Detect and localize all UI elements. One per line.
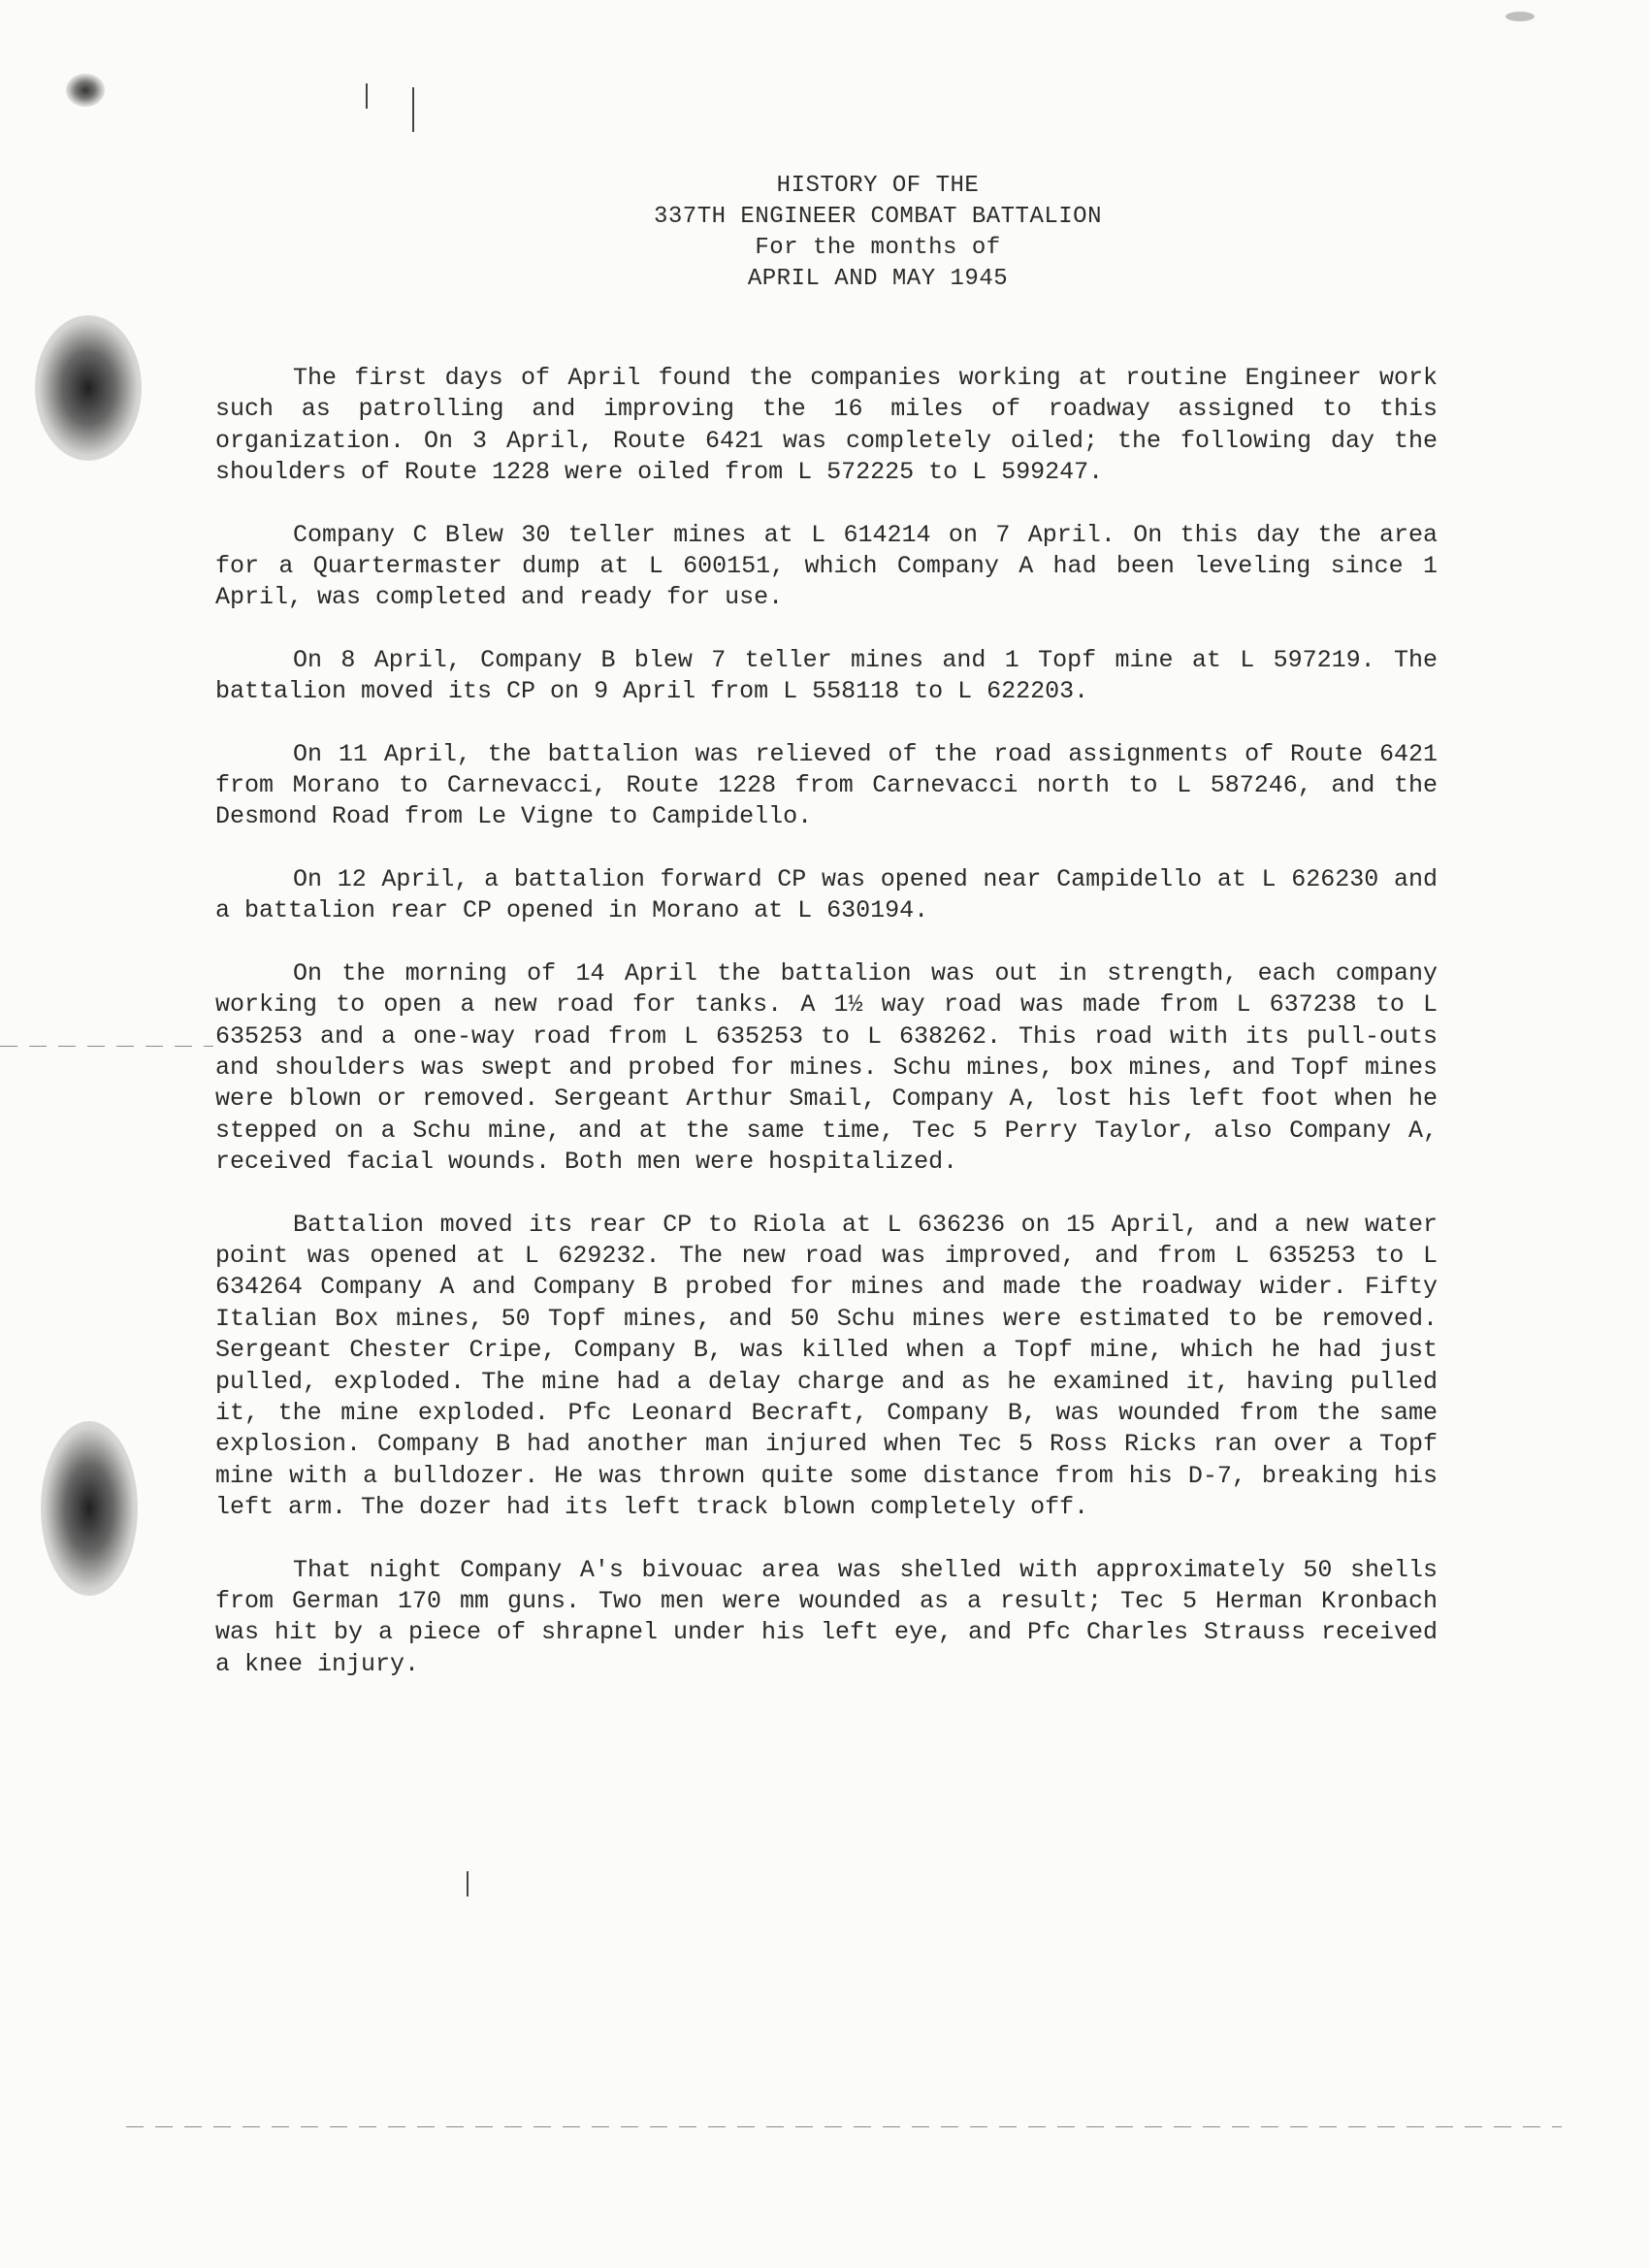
scan-line-bottom [126, 2126, 1562, 2127]
header-line: For the months of [755, 235, 1001, 261]
header-line: HISTORY OF THE [776, 173, 980, 199]
scan-blot-top [66, 74, 105, 107]
header-line: 337TH ENGINEER COMBAT BATTALION [654, 204, 1102, 230]
paragraph: On 11 April, the battalion was relieved of the road assignments of Route 6421 from Morano to Carnevacci, Route 1228 from Carnevacci north to L 587246, and the Desmond Road from Le Vigne to Campidello. [215, 739, 1438, 831]
scan-tick [412, 87, 414, 132]
header-line: APRIL AND MAY 1945 [747, 266, 1009, 292]
document-header [0, 171, 1649, 295]
scan-blot-upper-left [35, 315, 142, 461]
scan-line-mid [0, 1046, 213, 1047]
paragraph: On 12 April, a battalion forward CP was opened near Campidello at L 626230 and a battalion rear CP opened in Morano at L 630194. [215, 864, 1438, 925]
paragraph: The first days of April found the companies working at routine Engineer work such as patrolling and improving the 16 miles of roadway assigned to this organization. On 3 April, Route 6421 was completely oiled; the following day the shoulders of Route 1228 were oiled from L 572225 to L 599247. [215, 364, 1438, 487]
paragraph: On 8 April, Company B blew 7 teller mines and 1 Topf mine at L 597219. The battalion moved its CP on 9 April from L 558118 to L 622203. [215, 645, 1438, 706]
paragraph: That night Company A's bivouac area was shelled with approximately 50 shells from German 170 mm guns. Two men were wounded as a result; Tec 5 Herman Kronbach was hit by a piece of shrapnel under his left eye, and Pfc Charles Strauss received a knee injury. [215, 1555, 1438, 1678]
scan-speck [1505, 12, 1535, 21]
scan-tick [366, 83, 368, 109]
scan-blot-lower-left [41, 1421, 138, 1596]
paragraph: Battalion moved its rear CP to Riola at L 636236 on 15 April, and a new water point was opened at L 629232. The new road was improved, and from L 635253 to L 634264 Company A and Company B probed for mines and made the roadway wider. Fifty Italian Box mines, 50 Topf mines, and 50 Schu mines were estimated to be removed. Sergeant Chester Cripe, Company B, was killed when a Topf mine, which he had just pulled, exploded. The mine had a delay charge and as he examined it, having pulled it, the mine exploded. Pfc Leonard Becraft, Company B, was wounded from the same explosion. Company B had another man injured when Tec 5 Ross Ricks ran over a Topf mine with a bulldozer. He was thrown quite some distance from his D-7, breaking his left arm. The dozer had its left track blown completely off. [215, 1210, 1438, 1522]
document-body [215, 363, 1438, 1711]
scan-tick [467, 1871, 469, 1896]
paragraph: On the morning of 14 April the battalion was out in strength, each company working to open a new road for tanks. A 1½ way road was made from L 637238 to L 635253 and a one-way road from L 635253 to L 638262. This road with its pull-outs and shoulders was swept and probed for mines. Schu mines, box mines, and Topf mines were blown or removed. Sergeant Arthur Smail, Company A, lost his left foot when he stepped on a Schu mine, and at the same time, Tec 5 Perry Taylor, also Company A, received facial wounds. Both men were hospitalized. [215, 958, 1438, 1177]
paragraph: Company C Blew 30 teller mines at L 614214 on 7 April. On this day the area for a Quartermaster dump at L 600151, which Company A had been leveling since 1 April, was completed and ready for use. [215, 520, 1438, 612]
